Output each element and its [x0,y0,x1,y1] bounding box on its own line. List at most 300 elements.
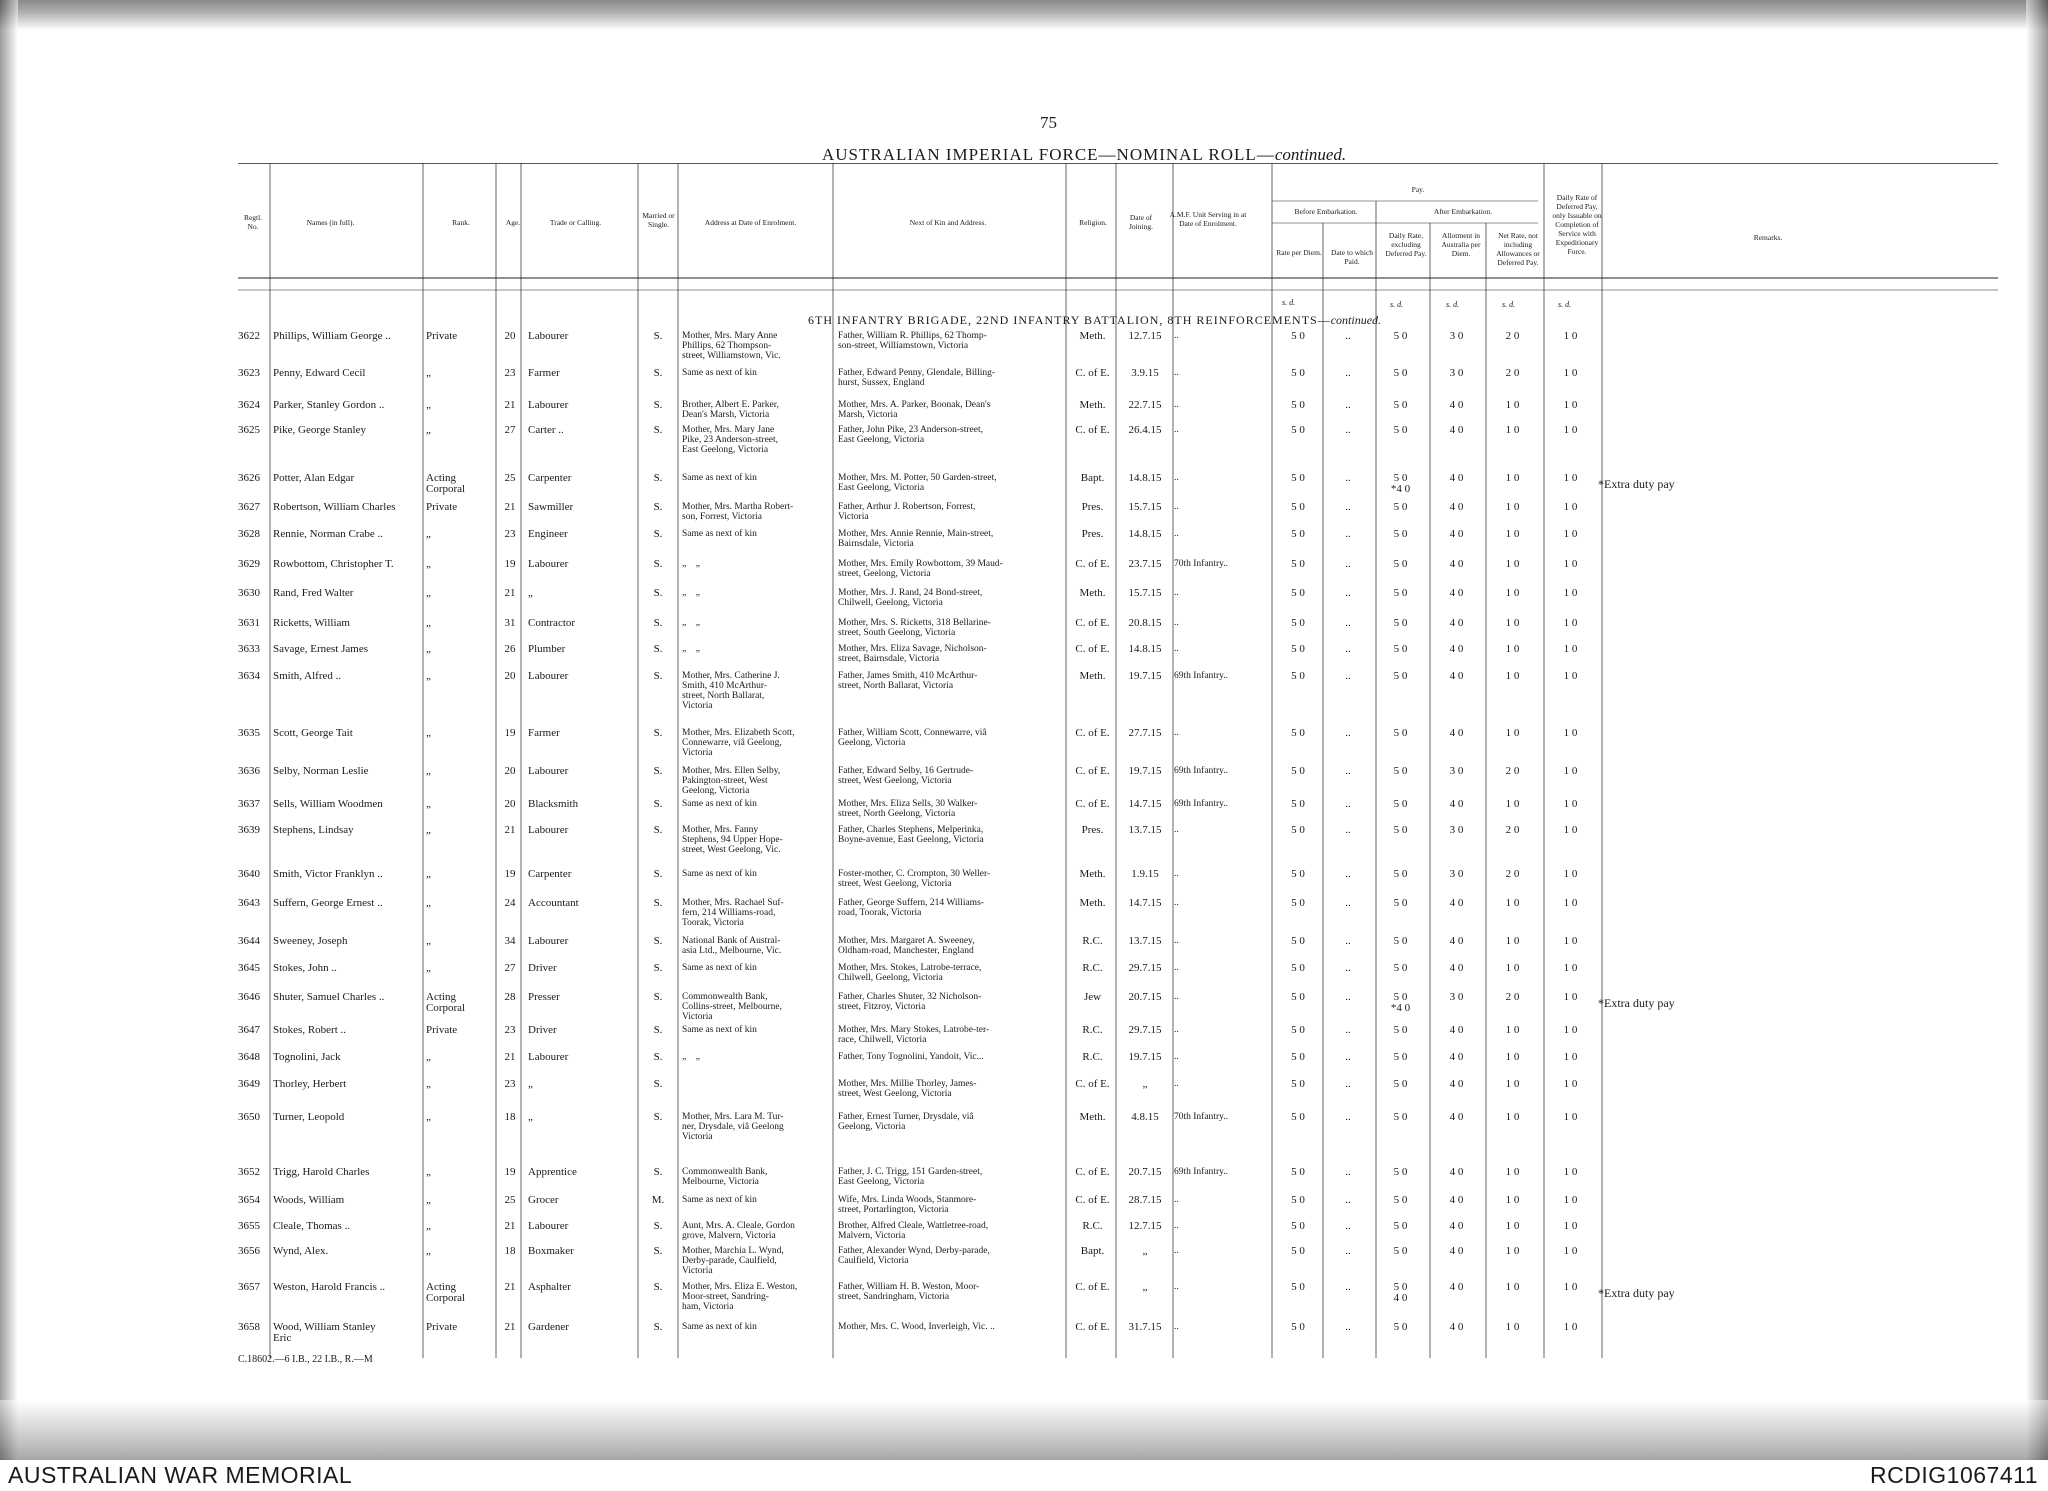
cell-allot: 4 0 [1449,617,1464,629]
cell-paid: .. [1345,670,1351,682]
cell-rank: „ [426,528,431,540]
cell-daily: 5 0 [1393,824,1408,836]
cell-allot: 4 0 [1449,1245,1464,1257]
cell-def: 1 0 [1563,727,1578,739]
cell-name: Trigg, Harold Charles [273,1166,370,1178]
cell-allot: 4 0 [1449,727,1464,739]
cell-net: 1 0 [1505,1220,1520,1232]
cell-def: 1 0 [1563,617,1578,629]
cell-rate: 5 0 [1291,824,1305,836]
cell-address: Mother, Mrs. Ellen Selby, Pakington-street, West Geelong, Victoria [682,766,781,796]
cell-paid: .. [1345,1166,1351,1178]
cell-kin: Mother, Mrs. J. Rand, 24 Bond-street, Chilwell, Geelong, Victoria [838,588,983,608]
cell-rel: C. of E. [1075,765,1110,777]
cell-rel: C. of E. [1075,1281,1110,1293]
cell-rate: 5 0 [1291,1111,1305,1123]
cell-net: 1 0 [1505,424,1520,436]
cell-rel: Pres. [1081,528,1104,540]
cell-allot: 4 0 [1449,1051,1464,1063]
section-heading-main: 6TH INFANTRY BRIGADE, 22ND INFANTRY BATTALION, 8TH REINFORCEMENTS— [808,313,1331,327]
cell-age: 19 [504,558,516,570]
cell-trade: Boxmaker [528,1245,574,1257]
cell-allot: 4 0 [1449,670,1464,682]
cell-kin: Father, William R. Phillips, 62 Thomp- son-street, Williamstown, Victoria [838,331,987,351]
cell-def: 1 0 [1563,558,1578,570]
cell-rank: Private [426,501,458,513]
cell-trade: Sawmiller [528,501,574,513]
cell-ms: S. [653,897,663,909]
cell-no: 3624 [238,399,260,411]
cell-rank: „ [426,558,431,570]
cell-daily: 5 0 *4 0 [1390,991,1411,1014]
cell-no: 3652 [238,1166,260,1178]
cell-date: 3.9.15 [1131,367,1159,379]
cell-net: 1 0 [1505,1166,1520,1178]
cell-no: 3637 [238,798,260,810]
cell-amf: .. [1174,368,1179,378]
cell-date: 29.7.15 [1128,1024,1162,1036]
cell-kin: Father, William Scott, Connewarre, viâ Geelong, Victoria [838,728,987,748]
cell-name: Phillips, William George .. [273,330,391,342]
cell-age: 21 [504,587,516,599]
cell-ms: S. [653,1166,663,1178]
cell-age: 20 [504,798,516,810]
cell-date: 19.7.15 [1128,670,1162,682]
cell-net: 1 0 [1505,501,1520,513]
cell-address: Aunt, Mrs. A. Cleale, Gordon grove, Malvern, Victoria [682,1221,795,1241]
cell-rel: Jew [1083,991,1102,1003]
cell-allot: 4 0 [1449,897,1464,909]
cell-address: Same as next of kin [682,473,757,483]
cell-kin: Mother, Mrs. A. Parker, Boonak, Dean's Marsh, Victoria [838,400,991,420]
cell-amf: .. [1174,898,1179,908]
cell-rank: „ [426,1220,431,1232]
cell-name: Scott, George Tait [273,727,353,739]
cell-rate: 5 0 [1291,330,1305,342]
cell-amf: .. [1174,644,1179,654]
scan-edge-bottom [0,1400,2048,1460]
cell-no: 3658 [238,1321,260,1333]
header-next-of-kin: Next of Kin and Address. [909,218,987,227]
cell-address: Mother, Mrs. Mary Jane Pike, 23 Anderson-street, East Geelong, Victoria [682,425,779,455]
cell-rank: Private [426,330,458,342]
cell-kin: Mother, Mrs. Margaret A. Sweeney, Oldham-road, Manchester, England [838,936,975,956]
cell-age: 20 [504,670,516,682]
cell-rate: 5 0 [1291,765,1305,777]
cell-daily: 5 0 [1393,798,1408,810]
cell-rank: Acting Corporal [426,1281,466,1304]
cell-name: Cleale, Thomas .. [273,1220,351,1232]
cell-def: 1 0 [1563,824,1578,836]
cell-rel: C. of E. [1075,1166,1110,1178]
cell-address: Commonwealth Bank, Melbourne, Victoria [682,1167,768,1187]
cell-def: 1 0 [1563,1111,1578,1123]
cell-date: 14.7.15 [1128,897,1162,909]
cell-def: 1 0 [1563,868,1578,880]
cell-address: „ „ [682,1052,700,1062]
cell-paid: .. [1345,330,1351,342]
cell-address: Mother, Mrs. Elizabeth Scott, Connewarre, viâ Geelong, Victoria [682,728,795,758]
cell-rank: „ [426,962,431,974]
cell-net: 1 0 [1505,472,1520,484]
cell-allot: 4 0 [1449,399,1464,411]
cell-rate: 5 0 [1291,1321,1305,1333]
cell-allot: 3 0 [1449,824,1464,836]
unit-net: s. d. [1502,300,1516,309]
cell-kin: Mother, Mrs. S. Ricketts, 318 Bellarine- street, South Geelong, Victoria [838,618,991,638]
cell-date: 20.8.15 [1128,617,1162,629]
cell-address: Mother, Mrs. Mary Anne Phillips, 62 Thompson- street, Williamstown, Vic. [682,331,781,361]
cell-name: Sells, William Woodmen [273,798,383,810]
cell-age: 23 [504,1024,516,1036]
cell-kin: Father, Charles Stephens, Melperinka, Boyne-avenue, East Geelong, Victoria [838,825,984,845]
cell-amf: .. [1174,1079,1179,1089]
cell-net: 2 0 [1505,765,1520,777]
cell-allot: 4 0 [1449,587,1464,599]
cell-name: Pike, George Stanley [273,424,366,436]
cell-date: 14.7.15 [1128,798,1162,810]
table-rules [238,163,1998,1358]
cell-paid: .. [1345,617,1351,629]
cell-no: 3655 [238,1220,260,1232]
cell-name: Stephens, Lindsay [273,824,354,836]
header-allotment: Allotment in Australia per Diem. [1441,231,1481,258]
cell-allot: 4 0 [1449,935,1464,947]
cell-name: Potter, Alan Edgar [273,472,355,484]
cell-def: 1 0 [1563,330,1578,342]
cell-paid: .. [1345,472,1351,484]
cell-net: 1 0 [1505,1281,1520,1293]
cell-date: 20.7.15 [1128,991,1162,1003]
cell-amf: 69th Infantry.. [1174,766,1228,776]
cell-amf: .. [1174,992,1179,1002]
cell-age: 19 [504,727,516,739]
cell-trade: Carpenter [528,868,572,880]
cell-no: 3631 [238,617,260,629]
cell-ms: S. [653,991,663,1003]
header-date-paid: Date to which Paid. [1330,248,1374,266]
cell-rel: C. of E. [1075,1321,1110,1333]
cell-date: 29.7.15 [1128,962,1162,974]
cell-rel: C. of E. [1075,798,1110,810]
cell-paid: .. [1345,367,1351,379]
cell-rate: 5 0 [1291,991,1305,1003]
cell-trade: „ [528,1111,533,1123]
cell-ms: S. [653,501,663,513]
cell-paid: .. [1345,558,1351,570]
cell-name: Smith, Alfred .. [273,670,342,682]
cell-trade: Blacksmith [528,798,579,810]
header-amf-unit: A.M.F. Unit Serving in at Date of Enrolment. [1169,210,1247,228]
cell-def: 1 0 [1563,501,1578,513]
cell-daily: 5 0 [1393,1024,1408,1036]
cell-age: 20 [504,765,516,777]
cell-date: 4.8.15 [1131,1111,1159,1123]
cell-def: 1 0 [1563,765,1578,777]
cell-ms: S. [653,367,663,379]
cell-net: 1 0 [1505,1111,1520,1123]
cell-ms: S. [653,587,663,599]
cell-no: 3622 [238,330,260,342]
cell-paid: .. [1345,1051,1351,1063]
cell-rel: R.C. [1082,1220,1103,1232]
cell-address: Same as next of kin [682,1025,757,1035]
cell-rate: 5 0 [1291,1245,1305,1257]
cell-rate: 5 0 [1291,424,1305,436]
archive-record-id: RCDIG1067411 [1870,1462,2038,1488]
cell-address: „ „ [682,559,700,569]
archive-watermark: AUSTRALIAN WAR MEMORIAL [8,1462,353,1488]
cell-daily: 5 0 [1393,1111,1408,1123]
cell-rank: „ [426,587,431,599]
cell-def: 1 0 [1563,935,1578,947]
cell-paid: .. [1345,643,1351,655]
cell-net: 1 0 [1505,1051,1520,1063]
cell-def: 1 0 [1563,424,1578,436]
cell-def: 1 0 [1563,587,1578,599]
cell-def: 1 0 [1563,962,1578,974]
cell-amf: .. [1174,1221,1179,1231]
cell-amf: .. [1174,618,1179,628]
cell-paid: .. [1345,765,1351,777]
cell-daily: 5 0 *4 0 [1390,472,1411,495]
cell-ms: S. [653,1111,663,1123]
cell-date: 13.7.15 [1128,935,1162,947]
cell-kin: Mother, Mrs. Stokes, Latrobe-terrace, Chilwell, Geelong, Victoria [838,963,982,983]
cell-no: 3628 [238,528,260,540]
cell-net: 1 0 [1505,1024,1520,1036]
cell-no: 3645 [238,962,260,974]
cell-net: 1 0 [1505,935,1520,947]
cell-kin: Father, Ernest Turner, Drysdale, viâ Geelong, Victoria [838,1112,974,1132]
cell-kin: Father, Alexander Wynd, Derby-parade, Caulfield, Victoria [838,1246,990,1266]
header-before-embarkation: Before Embarkation. [1294,207,1358,216]
cell-paid: .. [1345,1194,1351,1206]
cell-no: 3650 [238,1111,260,1123]
cell-daily: 5 0 [1393,1321,1408,1333]
cell-daily: 5 0 [1393,1078,1408,1090]
cell-amf: .. [1174,473,1179,483]
cell-age: 31 [504,617,516,629]
cell-daily: 5 0 [1393,617,1408,629]
cell-no: 3634 [238,670,260,682]
cell-ms: S. [653,617,663,629]
cell-paid: .. [1345,1281,1351,1293]
cell-rank: „ [426,1245,431,1257]
cell-age: 21 [504,1051,516,1063]
cell-ms: S. [653,1078,663,1090]
cell-net: 2 0 [1505,824,1520,836]
cell-rate: 5 0 [1291,501,1305,513]
cell-trade: Driver [528,1024,557,1036]
cell-address: Same as next of kin [682,529,757,539]
print-code: C.18602.—6 I.B., 22 I.B., R.—M [238,1354,373,1365]
cell-rel: Meth. [1079,399,1106,411]
cell-name: Selby, Norman Leslie [273,765,369,777]
cell-daily: 5 0 [1393,399,1408,411]
cell-rel: Meth. [1079,897,1106,909]
cell-age: 23 [504,1078,516,1090]
page-title-continued: continued. [1274,145,1347,164]
cell-def: 1 0 [1563,1281,1578,1293]
cell-address: Mother, Mrs. Lara M. Tur- ner, Drysdale, viâ Geelong Victoria [682,1112,784,1142]
cell-rel: Meth. [1079,670,1106,682]
cell-date: 12.7.15 [1128,1220,1162,1232]
cell-net: 1 0 [1505,528,1520,540]
cell-amf: .. [1174,425,1179,435]
cell-paid: .. [1345,991,1351,1003]
cell-paid: .. [1345,798,1351,810]
cell-rel: Pres. [1081,824,1104,836]
cell-no: 3657 [238,1281,260,1293]
cell-rate: 5 0 [1291,727,1305,739]
cell-ms: S. [653,1051,663,1063]
cell-address: Brother, Albert E. Parker, Dean's Marsh, Victoria [682,400,779,420]
cell-paid: .. [1345,962,1351,974]
cell-amf: 69th Infantry.. [1174,799,1228,809]
cell-amf: .. [1174,936,1179,946]
cell-net: 1 0 [1505,558,1520,570]
cell-trade: Grocer [528,1194,559,1206]
cell-amf: .. [1174,1195,1179,1205]
cell-daily: 5 0 [1393,765,1408,777]
cell-age: 18 [504,1245,516,1257]
cell-name: Penny, Edward Cecil [273,367,366,379]
cell-kin: Father, William H. B. Weston, Moor- street, Sandringham, Victoria [838,1282,980,1302]
cell-allot: 4 0 [1449,1024,1464,1036]
cell-trade: Accountant [528,897,579,909]
cell-rate: 5 0 [1291,617,1305,629]
cell-no: 3654 [238,1194,260,1206]
cell-age: 23 [504,367,516,379]
cell-kin: Mother, Mrs. Eliza Sells, 30 Walker- street, North Geelong, Victoria [838,799,978,819]
cell-rank: „ [426,617,431,629]
cell-trade: Labourer [528,824,569,836]
cell-rel: C. of E. [1075,424,1110,436]
cell-kin: Father, Arthur J. Robertson, Forrest, Victoria [838,502,976,522]
header-married-single: Married or Single. [642,211,675,229]
cell-rate: 5 0 [1291,935,1305,947]
cell-kin: Mother, Mrs. C. Wood, Inverleigh, Vic. .. [838,1322,995,1332]
unit-daily: s. d. [1390,300,1404,309]
cell-no: 3656 [238,1245,260,1257]
cell-date: „ [1142,1245,1148,1257]
cell-rel: C. of E. [1075,1078,1110,1090]
cell-ms: S. [653,824,663,836]
cell-trade: Plumber [528,643,566,655]
cell-date: 26.4.15 [1128,424,1162,436]
cell-no: 3629 [238,558,260,570]
cell-daily: 5 0 [1393,897,1408,909]
cell-ms: S. [653,558,663,570]
cell-trade: Labourer [528,399,569,411]
cell-rank: Acting Corporal [426,991,466,1014]
cell-name: Wood, William Stanley Eric [273,1321,376,1344]
cell-ms: S. [653,1024,663,1036]
cell-ms: S. [653,472,663,484]
cell-rank: Private [426,1321,458,1333]
cell-rel: R.C. [1082,1051,1103,1063]
cell-rate: 5 0 [1291,587,1305,599]
cell-trade: Labourer [528,765,569,777]
cell-ms: S. [653,935,663,947]
cell-net: 2 0 [1505,991,1520,1003]
cell-kin: Father, Charles Shuter, 32 Nicholson- street, Fitzroy, Victoria [838,992,982,1012]
cell-rel: Meth. [1079,330,1106,342]
cell-rank: „ [426,798,431,810]
cell-rel: R.C. [1082,935,1103,947]
cell-address: Mother, Mrs. Rachael Suf- fern, 214 Williams-road, Toorak, Victoria [682,898,784,928]
cell-amf: .. [1174,400,1179,410]
cell-ms: S. [653,1220,663,1232]
cell-rate: 5 0 [1291,670,1305,682]
cell-allot: 4 0 [1449,798,1464,810]
cell-rank: Acting Corporal [426,472,466,495]
cell-allot: 4 0 [1449,643,1464,655]
cell-date: 15.7.15 [1128,501,1162,513]
header-trade: Trade or Calling. [549,218,602,227]
cell-date: „ [1142,1281,1148,1293]
cell-amf: .. [1174,728,1179,738]
cell-age: 20 [504,330,516,342]
cell-net: 1 0 [1505,798,1520,810]
unit-rate: s. d. [1282,298,1296,307]
cell-paid: .. [1345,1321,1351,1333]
cell-allot: 4 0 [1449,1194,1464,1206]
cell-allot: 4 0 [1449,1281,1464,1293]
cell-trade: Labourer [528,330,569,342]
cell-age: 34 [504,935,516,947]
cell-rel: C. of E. [1075,558,1110,570]
cell-amf: .. [1174,1282,1179,1292]
cell-paid: .. [1345,1111,1351,1123]
cell-def: 1 0 [1563,670,1578,682]
cell-paid: .. [1345,424,1351,436]
cell-rank: „ [426,670,431,682]
cell-allot: 4 0 [1449,1321,1464,1333]
cell-net: 1 0 [1505,617,1520,629]
cell-date: 14.8.15 [1128,472,1162,484]
cell-age: 25 [504,1194,516,1206]
header-date-joining: Date of Joining. [1129,213,1153,231]
cell-paid: .. [1345,897,1351,909]
cell-allot: 4 0 [1449,528,1464,540]
cell-amf: .. [1174,588,1179,598]
cell-def: 1 0 [1563,991,1578,1003]
cell-rate: 5 0 [1291,1051,1305,1063]
cell-daily: 5 0 [1393,1245,1408,1257]
cell-date: 15.7.15 [1128,587,1162,599]
cell-net: 2 0 [1505,868,1520,880]
cell-rel: R.C. [1082,1024,1103,1036]
cell-date: 19.7.15 [1128,765,1162,777]
cell-kin: Father, J. C. Trigg, 151 Garden-street, East Geelong, Victoria [838,1167,983,1187]
cell-date: 22.7.15 [1128,399,1162,411]
cell-rank: „ [426,868,431,880]
cell-remark: *Extra duty pay [1598,996,1675,1010]
cell-rank: „ [426,424,431,436]
cell-age: 27 [504,962,516,974]
cell-no: 3648 [238,1051,260,1063]
cell-rate: 5 0 [1291,528,1305,540]
cell-net: 2 0 [1505,367,1520,379]
cell-paid: .. [1345,727,1351,739]
cell-trade: Contractor [528,617,576,629]
cell-no: 3625 [238,424,260,436]
cell-name: Parker, Stanley Gordon .. [273,399,385,411]
cell-age: 21 [504,501,516,513]
cell-rank: „ [426,727,431,739]
